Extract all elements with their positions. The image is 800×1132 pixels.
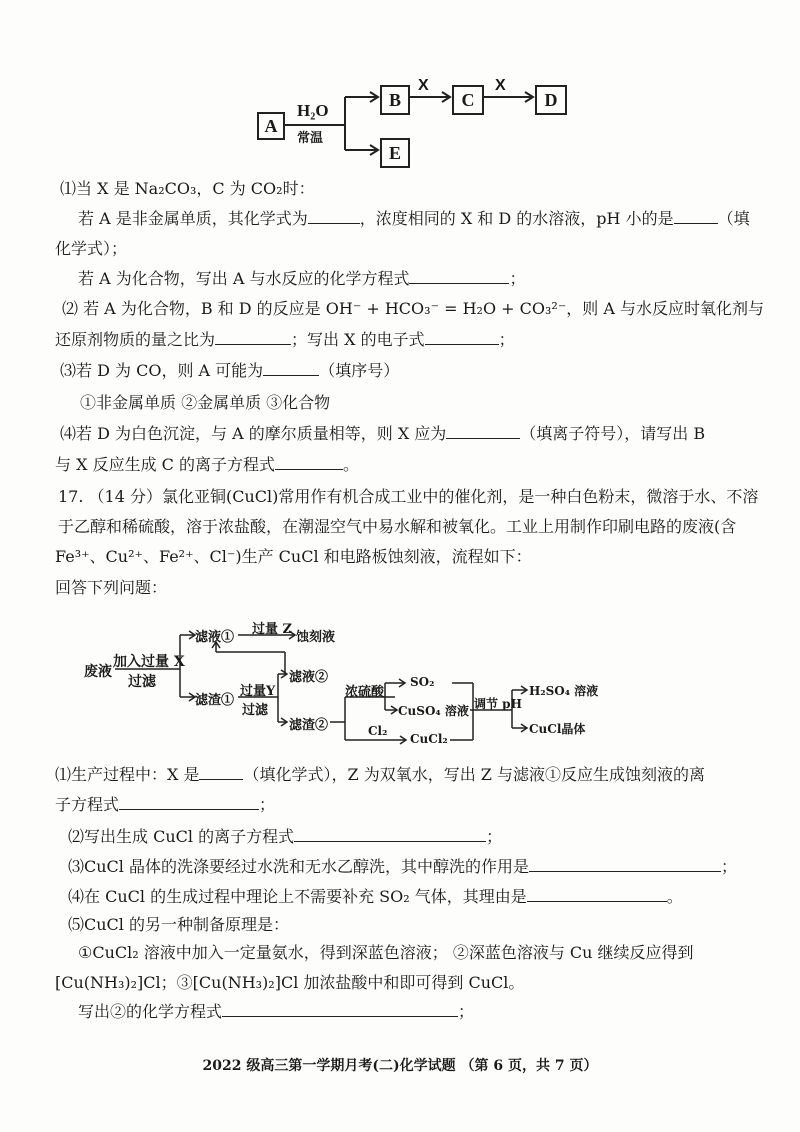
flow-residue1: 滤渣① bbox=[195, 693, 235, 708]
q16-part1-intro: ⑴当 X 是 Na₂CO₃，C 为 CO₂时： bbox=[60, 179, 315, 198]
answer-blank[interactable] bbox=[263, 361, 319, 376]
flow-cucl2: CuCl₂ bbox=[410, 732, 448, 746]
q16-part1-line3: 若 A 为化合物，写出 A 与水反应的化学方程式 ； bbox=[78, 269, 526, 288]
flow-add-x: 加入过量 X bbox=[113, 654, 185, 670]
answer-blank[interactable] bbox=[529, 857, 721, 872]
node-B: B bbox=[380, 85, 410, 115]
q16-part2-line2: 还原剂物质的量之比为 ；写出 X 的电子式 ； bbox=[55, 330, 515, 349]
node-D: D bbox=[535, 85, 567, 115]
flow-filtrate1: 滤液① bbox=[195, 630, 235, 645]
q16-part4-line2: 与 X 反应生成 C 的离子方程式 。 bbox=[55, 455, 359, 474]
flow-adjust-ph: 调节 pH bbox=[474, 697, 522, 711]
answer-blank[interactable] bbox=[425, 330, 499, 345]
q17-part5-step1: ①CuCl₂ 溶液中加入一定量氨水，得到深蓝色溶液； ②深蓝色溶液与 Cu 继续反应得到 bbox=[78, 943, 694, 962]
q17-part5-intro: ⑸CuCl 的另一种制备原理是： bbox=[68, 915, 289, 934]
q17-part3: ⑶CuCl 晶体的洗涤要经过水洗和无水乙醇洗，其中醇洗的作用是 ； bbox=[68, 857, 738, 876]
flow-cuso4: CuSO₄ 溶液 bbox=[398, 704, 469, 718]
answer-blank[interactable] bbox=[199, 765, 243, 780]
answer-blank[interactable] bbox=[275, 455, 343, 470]
answer-blank[interactable] bbox=[294, 827, 486, 842]
flow-residue2: 滤渣② bbox=[289, 718, 329, 733]
answer-blank[interactable] bbox=[446, 424, 520, 439]
flow-filtrate2: 滤液② bbox=[289, 670, 329, 685]
condition-label: 常温 bbox=[297, 131, 324, 146]
q16-part1-line2: 化学式）； bbox=[55, 239, 128, 258]
q17-intro-line4: 回答下列问题： bbox=[55, 578, 168, 597]
arrow-label-x1: X bbox=[418, 77, 429, 94]
q17-part1-line2: 子方程式 ； bbox=[55, 795, 276, 814]
q16-part4-line1: ⑷若 D 为白色沉淀，与 A 的摩尔质量相等，则 X 应为 （填离子符号），请写出 B bbox=[60, 424, 706, 443]
q17-part5-question: 写出②的化学方程式 ； bbox=[78, 1002, 475, 1021]
node-A: A bbox=[257, 112, 285, 140]
flow-filter2: 过滤 bbox=[242, 703, 269, 718]
answer-blank[interactable] bbox=[527, 887, 667, 902]
q17-part5-step2: [Cu(NH₃)₂]Cl；③[Cu(NH₃)₂]Cl 加浓盐酸中和即可得到 CuCl。 bbox=[55, 973, 525, 992]
q17-intro-line1: 17. （14 分）氯化亚铜(CuCl)常用作有机合成工业中的催化剂，是一种白色粉末，微溶于水、不溶 bbox=[58, 487, 759, 506]
flow-h2so4: H₂SO₄ 溶液 bbox=[529, 684, 599, 698]
h2o-label: H₂O bbox=[297, 101, 329, 120]
q17-part1-line1: ⑴生产过程中：X 是 （填化学式），Z 为双氧水，写出 Z 与滤液①反应生成蚀刻液的离 bbox=[55, 765, 705, 784]
q17-part2: ⑵写出生成 CuCl 的离子方程式 ； bbox=[68, 827, 503, 846]
q16-part1-line1: 若 A 是非金属单质，其化学式为 ，浓度相同的 X 和 D 的水溶液，pH 小的是 （填 bbox=[78, 209, 750, 228]
process-flowchart bbox=[0, 615, 800, 750]
answer-blank[interactable] bbox=[409, 269, 509, 284]
q16-part3-options: ①非金属单质 ②金属单质 ③化合物 bbox=[80, 393, 331, 412]
node-E: E bbox=[380, 138, 410, 168]
flow-so2: SO₂ bbox=[410, 675, 435, 689]
answer-blank[interactable] bbox=[222, 1002, 458, 1017]
flow-waste: 废液 bbox=[84, 664, 112, 680]
flow-excess-y: 过量Y bbox=[240, 684, 276, 699]
q17-part4: ⑷在 CuCl 的生成过程中理论上不需要补充 SO₂ 气体，其理由是 。 bbox=[68, 887, 683, 906]
q16-part3-line1: ⑶若 D 为 CO，则 A 可能为 （填序号） bbox=[60, 361, 400, 380]
flow-cl2: Cl₂ bbox=[368, 724, 388, 738]
flow-filter1: 过滤 bbox=[128, 674, 156, 690]
node-C: C bbox=[452, 85, 484, 115]
answer-blank[interactable] bbox=[215, 330, 291, 345]
flow-conc-acid: 浓硫酸 bbox=[345, 685, 385, 700]
q17-intro-line2: 于乙醇和稀硫酸，溶于浓盐酸，在潮湿空气中易水解和被氧化。工业上用制作印刷电路的废液(含 bbox=[58, 517, 737, 536]
answer-blank[interactable] bbox=[119, 795, 259, 810]
arrow-label-x2: X bbox=[495, 77, 506, 94]
q16-part2-line1: ⑵ 若 A 为化合物，B 和 D 的反应是 OH⁻ + HCO₃⁻ = H₂O + CO₃²⁻，则 A 与水反应时氧化剂与 bbox=[62, 299, 765, 318]
answer-blank[interactable] bbox=[674, 209, 718, 224]
flow-cucl-crystal: CuCl晶体 bbox=[529, 722, 586, 736]
q17-intro-line3: Fe³⁺、Cu²⁺、Fe²⁺、Cl⁻)生产 CuCl 和电路板蚀刻液，流程如下： bbox=[55, 547, 532, 566]
answer-blank[interactable] bbox=[308, 209, 360, 224]
page-footer: 2022 级高三第一学期月考(二)化学试题 （第 6 页，共 7 页） bbox=[202, 1058, 598, 1074]
flow-etch: 蚀刻液 bbox=[296, 630, 336, 645]
flow-excess-z: 过量 Z bbox=[252, 622, 293, 637]
